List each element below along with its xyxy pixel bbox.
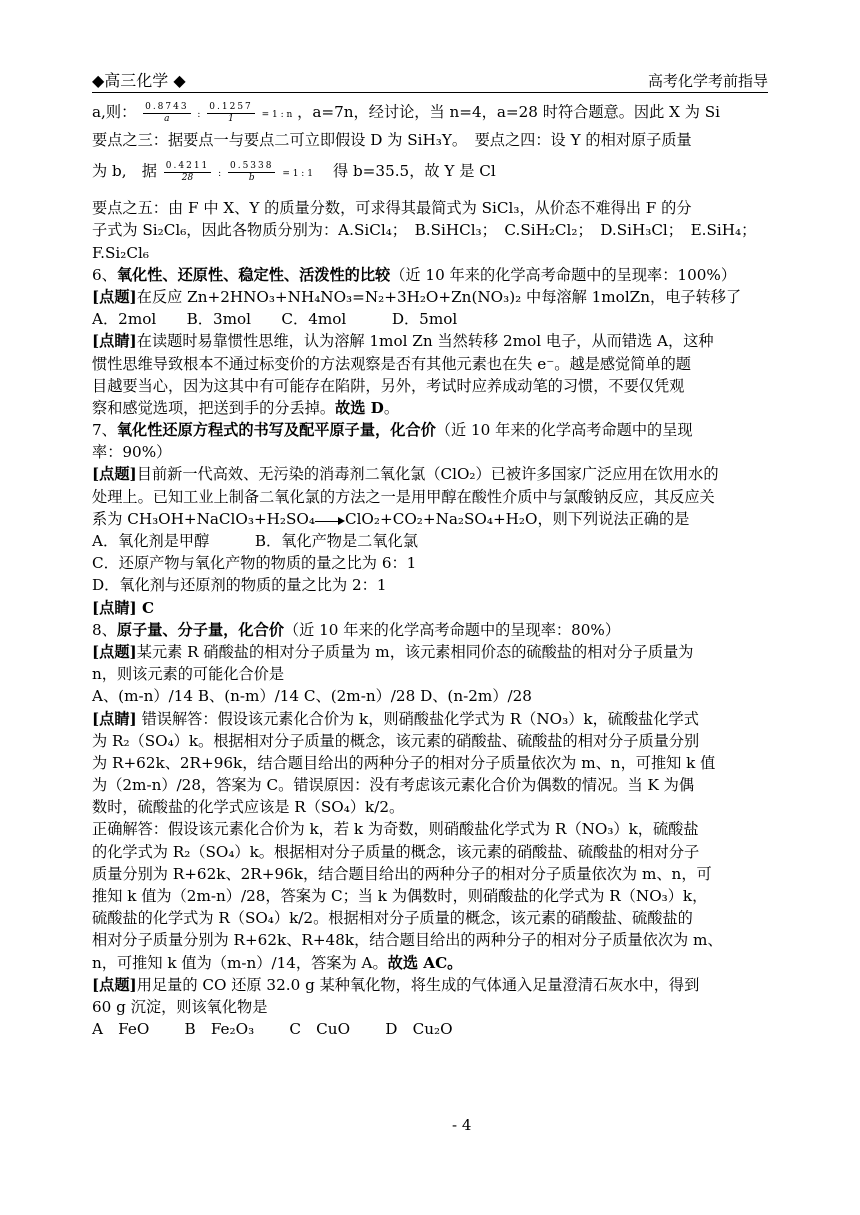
- fraction: [143, 102, 191, 125]
- label: [点题]: [92, 642, 137, 661]
- text: 7、: [92, 421, 117, 440]
- text-line: 惯性思维导致根本不通过标变价的方法观察是否有其他元素也在失 e⁻。越是感觉简单的题: [92, 354, 691, 373]
- text: 察和感觉选项，把送到手的分丢掉。: [92, 398, 335, 417]
- text: 系为 CH₃OH+NaClO₃+H₂SO₄: [92, 509, 315, 528]
- text-line: 正确解答：假设该元素化合价为 k，若 k 为奇数，则硝酸盐化学式为 R（NO₃）k，硫酸盐: [92, 820, 699, 839]
- text: a,则：: [92, 103, 137, 121]
- section-heading: [92, 419, 768, 441]
- text-line: 为 R+62k、2R+96k，结合题目给出的两种分子的相对分子质量依次为 m、n，可推知 k 值: [92, 753, 716, 772]
- text-line: 为 R₂（SO₄）k。根据相对分子质量的概念，该元素的硝酸盐、硫酸盐的相对分子质量分别: [92, 731, 700, 750]
- text: 某元素 R 硝酸盐的相对分子质量为 m，该元素相同价态的硫酸盐的相对分子质量为: [136, 642, 694, 661]
- text: （近 10 年来的化学高考命题中的呈现: [435, 421, 693, 440]
- text-line: 推知 k 值为（2m-n）/28，答案为 C；当 k 为偶数时，则硝酸盐的化学式为 R（NO₃）k，: [92, 887, 708, 905]
- text-line: [92, 952, 768, 974]
- text-line: [92, 641, 768, 663]
- text: 氧化性、还原性、稳定性、活泼性的比较: [116, 265, 391, 284]
- options-line: C．还原产物与氧化产物的物质的量之比为 6：1: [92, 554, 417, 573]
- text: 得 b=35.5，故 Y 是 Cl: [317, 162, 496, 181]
- text-line: 硫酸盐的化学式为 R（SO₄）k/2。根据相对分子质量的概念，该元素的硝酸盐、硫酸盐的: [92, 909, 693, 928]
- text: ，a=7n，经讨论，当 n=4，a=28 时符合题意。因此 X 为 Si: [297, 103, 721, 121]
- label: [点题]: [92, 975, 137, 994]
- options-line: A、(m-n）/14 B、(n-m）/14 C、(2m-n）/28 D、(n-2m）/28: [92, 687, 532, 706]
- text: 用足量的 CO 还原 32.0 g 某种氧化物，将生成的气体通入足量澄清石灰水中，得到: [136, 975, 700, 994]
- text-line: [92, 286, 768, 308]
- answer-line: [点睛] C: [92, 598, 155, 617]
- section-heading: [92, 619, 768, 641]
- text: ClO₂+CO₂+Na₂SO₄+H₂O，则下列说法正确的是: [344, 509, 690, 528]
- denominator: b: [248, 172, 255, 183]
- text-line: 率：90%）: [92, 443, 172, 462]
- answer: 故选 D: [335, 398, 384, 417]
- text-line: F.Si₂Cl₆: [92, 243, 149, 262]
- options-line: A FeO B Fe₂O₃ C CuO D Cu₂O: [92, 1020, 453, 1039]
- options-line: D．氧化剂与还原剂的物质的量之比为 2：1: [92, 576, 387, 595]
- fraction: [228, 161, 276, 184]
- denominator: 28: [181, 172, 194, 183]
- text-line: 子式为 Si₂Cl₆，因此各物质分别为：A.SiCl₄； B.SiHCl₃； C.SiH₂Cl₂； D.SiH₃Cl； E.SiH₄；: [92, 221, 757, 240]
- header-left-title: ◆高三化学 ◆: [92, 71, 186, 90]
- text-line: [92, 708, 768, 730]
- text-line: 相对分子质量分别为 R+62k、R+48k，结合题目给出的两种分子的相对分子质量依次为 m、: [92, 931, 723, 950]
- numerator: 0.5338: [229, 160, 274, 171]
- text-line: [92, 508, 768, 530]
- text-line: 目越要当心，因为这其中有可能存在陷阱，另外，考试时应养成动笔的习惯，不要仅凭观: [92, 376, 685, 395]
- equation-rhs: = 1 : 1: [282, 169, 313, 180]
- numerator: 0.4211: [165, 160, 210, 171]
- denominator: a: [164, 113, 170, 124]
- text: （近 10 年来的化学高考命题中的呈现率：80%）: [283, 620, 621, 639]
- text: 在反应 Zn+2HNO₃+NH₄NO₃=N₂+3H₂O+Zn(NO₃)₂ 中每溶解 1molZn，电子转移了: [136, 287, 742, 306]
- text-line: 为（2m-n）/28，答案为 C。错误原因：没有考虑该元素化合价为偶数的情况。当 K 为偶: [92, 776, 695, 795]
- fraction: [164, 161, 212, 184]
- text-line: 的化学式为 R₂（SO₄）k。根据相对分子质量的概念，该元素的硝酸盐、硫酸盐的相对分子: [92, 842, 700, 861]
- text-line: 要点之三：据要点一与要点二可立即假设 D 为 SiH₃Y。 要点之四：设 Y 的相对原子质量: [92, 131, 692, 149]
- text: 在读题时易靠惯性思维，认为溶解 1mol Zn 当然转移 2mol 电子，从而错选 A，这种: [136, 332, 714, 351]
- ratio-sign: :: [218, 169, 222, 180]
- text-line: [92, 974, 768, 996]
- label: [点睛]: [92, 332, 137, 351]
- text-line: [92, 397, 768, 419]
- text-line: 要点之五：由 F 中 X、Y 的质量分数，可求得其最简式为 SiCl₃，从价态不难得出 F 的分: [92, 199, 692, 218]
- ratio-sign: :: [197, 110, 201, 120]
- text: （近 10 年来的化学高考命题中的呈现率：100%）: [390, 265, 737, 284]
- answer: 故选 AC。: [387, 953, 463, 972]
- text: 8、: [92, 620, 117, 639]
- text: 6、: [92, 265, 117, 284]
- text-line: n，则该元素的可能化合价是: [92, 665, 285, 684]
- options-line: A．氧化剂是甲醇 B．氧化产物是二氧化氯: [92, 532, 418, 550]
- label: [点题]: [92, 465, 137, 484]
- options-line: A．2mol B．3mol C．4mol D．5mol: [92, 310, 458, 329]
- text-line: [92, 330, 768, 352]
- reaction-arrow-icon: [315, 515, 345, 525]
- header-right-title: 高考化学考前指导: [647, 72, 768, 90]
- text-line: 处理上。已知工业上制备二氧化氯的方法之一是用甲醇在酸性介质中与氯酸钠反应，其反应关: [92, 487, 715, 506]
- fraction: [207, 102, 255, 125]
- text: 目前新一代高效、无污染的消毒剂二氧化氯（ClO₂）已被许多国家广泛应用在饮用水的: [136, 465, 719, 484]
- numerator: 0.8743: [145, 101, 189, 112]
- page-header: [92, 66, 768, 93]
- section-heading: [92, 264, 768, 286]
- text: 原子量、分子量，化合价: [116, 620, 284, 639]
- text-line: 质量分别为 R+62k、2R+96k，结合题目给出的两种分子的相对分子质量依次为 m、n，可: [92, 864, 712, 883]
- text-line: [92, 463, 768, 485]
- equation-rhs: = 1 : n: [261, 110, 293, 120]
- text: 错误解答：假设该元素化合价为 k，则硝酸盐化学式为 R（NO₃）k，硫酸盐化学式: [136, 709, 699, 728]
- label: [点题]: [92, 287, 137, 306]
- text-line: [92, 96, 768, 129]
- text: n，可推知 k 值为（m-n）/14，答案为 A。: [92, 953, 388, 972]
- text-line: 数时，硫酸盐的化学式应该是 R（SO₄）k/2。: [92, 798, 405, 817]
- text: 。: [383, 398, 400, 417]
- text: 为 b, 据: [92, 162, 157, 181]
- denominator: 1: [228, 113, 234, 124]
- text-line: [92, 151, 768, 191]
- numerator: 0.1257: [209, 101, 253, 112]
- label: [点睛]: [92, 709, 137, 728]
- document-body: [92, 100, 768, 1040]
- text: 氧化性还原方程式的书写及配平原子量，化合价: [116, 421, 436, 440]
- text-line: 60 g 沉淀，则该氧化物是: [92, 997, 268, 1016]
- page-number: - 4: [452, 1116, 472, 1134]
